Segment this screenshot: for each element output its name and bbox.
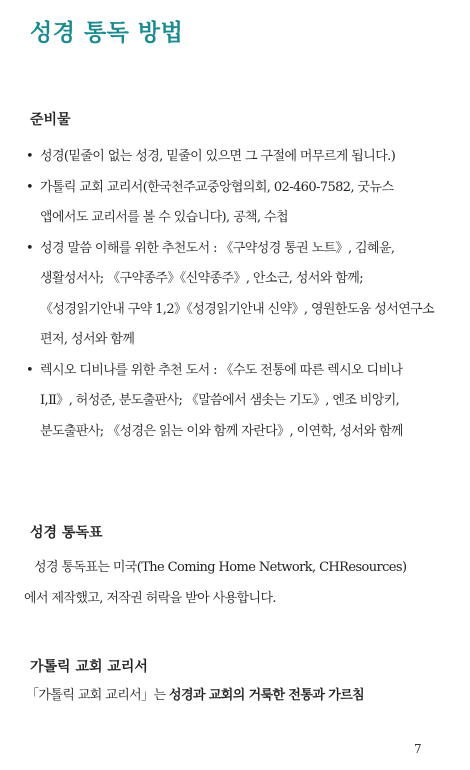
- list-item-text: 성경 말씀 이해를 위한 추천도서 : 《구약성경 통권 노트》, 김혜윤, 생활성서사; 《구약종주》《신약종주》, 안소근, 성서와 함께; 《성경읽기안내 구약 1,2》《성경읽기안내 신약》, 영원한도움 성서연구소 편저, 성서와 함께: [40, 240, 435, 347]
- bullet-icon: •: [26, 240, 34, 256]
- section-heading-prep: 준비물: [30, 112, 71, 128]
- list-item: [26, 142, 438, 173]
- schedule-line-2: 에서 제작했고, 저작권 허락을 받아 사용합니다.: [24, 590, 276, 606]
- catechism-paragraph: [26, 681, 440, 712]
- catechism-emphasis: 성경과 교회의 거룩한 전통과 가르침: [169, 688, 365, 703]
- list-item-text: 렉시오 디비나를 위한 추천 도서 : 《수도 전통에 따른 렉시오 디비나 Ⅰ,Ⅱ》, 허성준, 분도출판사; 《말씀에서 샘솟는 기도》, 엔조 비앙키, 분도출판사; 《성경은 읽는 이와 함께 자란다》, 이연학, 성서와 함께: [40, 362, 403, 439]
- page-number: 7: [414, 742, 422, 756]
- bullet-icon: •: [26, 149, 34, 164]
- bullet-icon: •: [26, 179, 34, 195]
- list-item: [26, 234, 438, 356]
- list-item: [26, 173, 438, 234]
- bullet-icon: •: [26, 362, 34, 378]
- section-heading-catechism: 가톨릭 교회 교리서: [30, 659, 148, 675]
- list-item-text: 성경(밑줄이 없는 성경, 밑줄이 있으면 그 구절에 머무르게 됩니다.): [40, 149, 396, 164]
- list-item-text: 가톨릭 교회 교리서(한국천주교중앙협의회, 02-460-7582, 굿뉴스 앱에서도 교리서를 볼 수 있습니다), 공책, 수첩: [40, 179, 394, 225]
- section-heading-schedule: 성경 통독표: [30, 525, 103, 541]
- schedule-paragraph: [26, 553, 440, 614]
- page-title: 성경 통독 방법: [30, 20, 184, 46]
- schedule-line-1: 성경 통독표는 미국(The Coming Home Network, CHResources): [34, 560, 407, 575]
- prep-list: [26, 142, 438, 447]
- catechism-lead: 「가톨릭 교회 교리서」는: [26, 688, 170, 703]
- list-item: [26, 356, 438, 448]
